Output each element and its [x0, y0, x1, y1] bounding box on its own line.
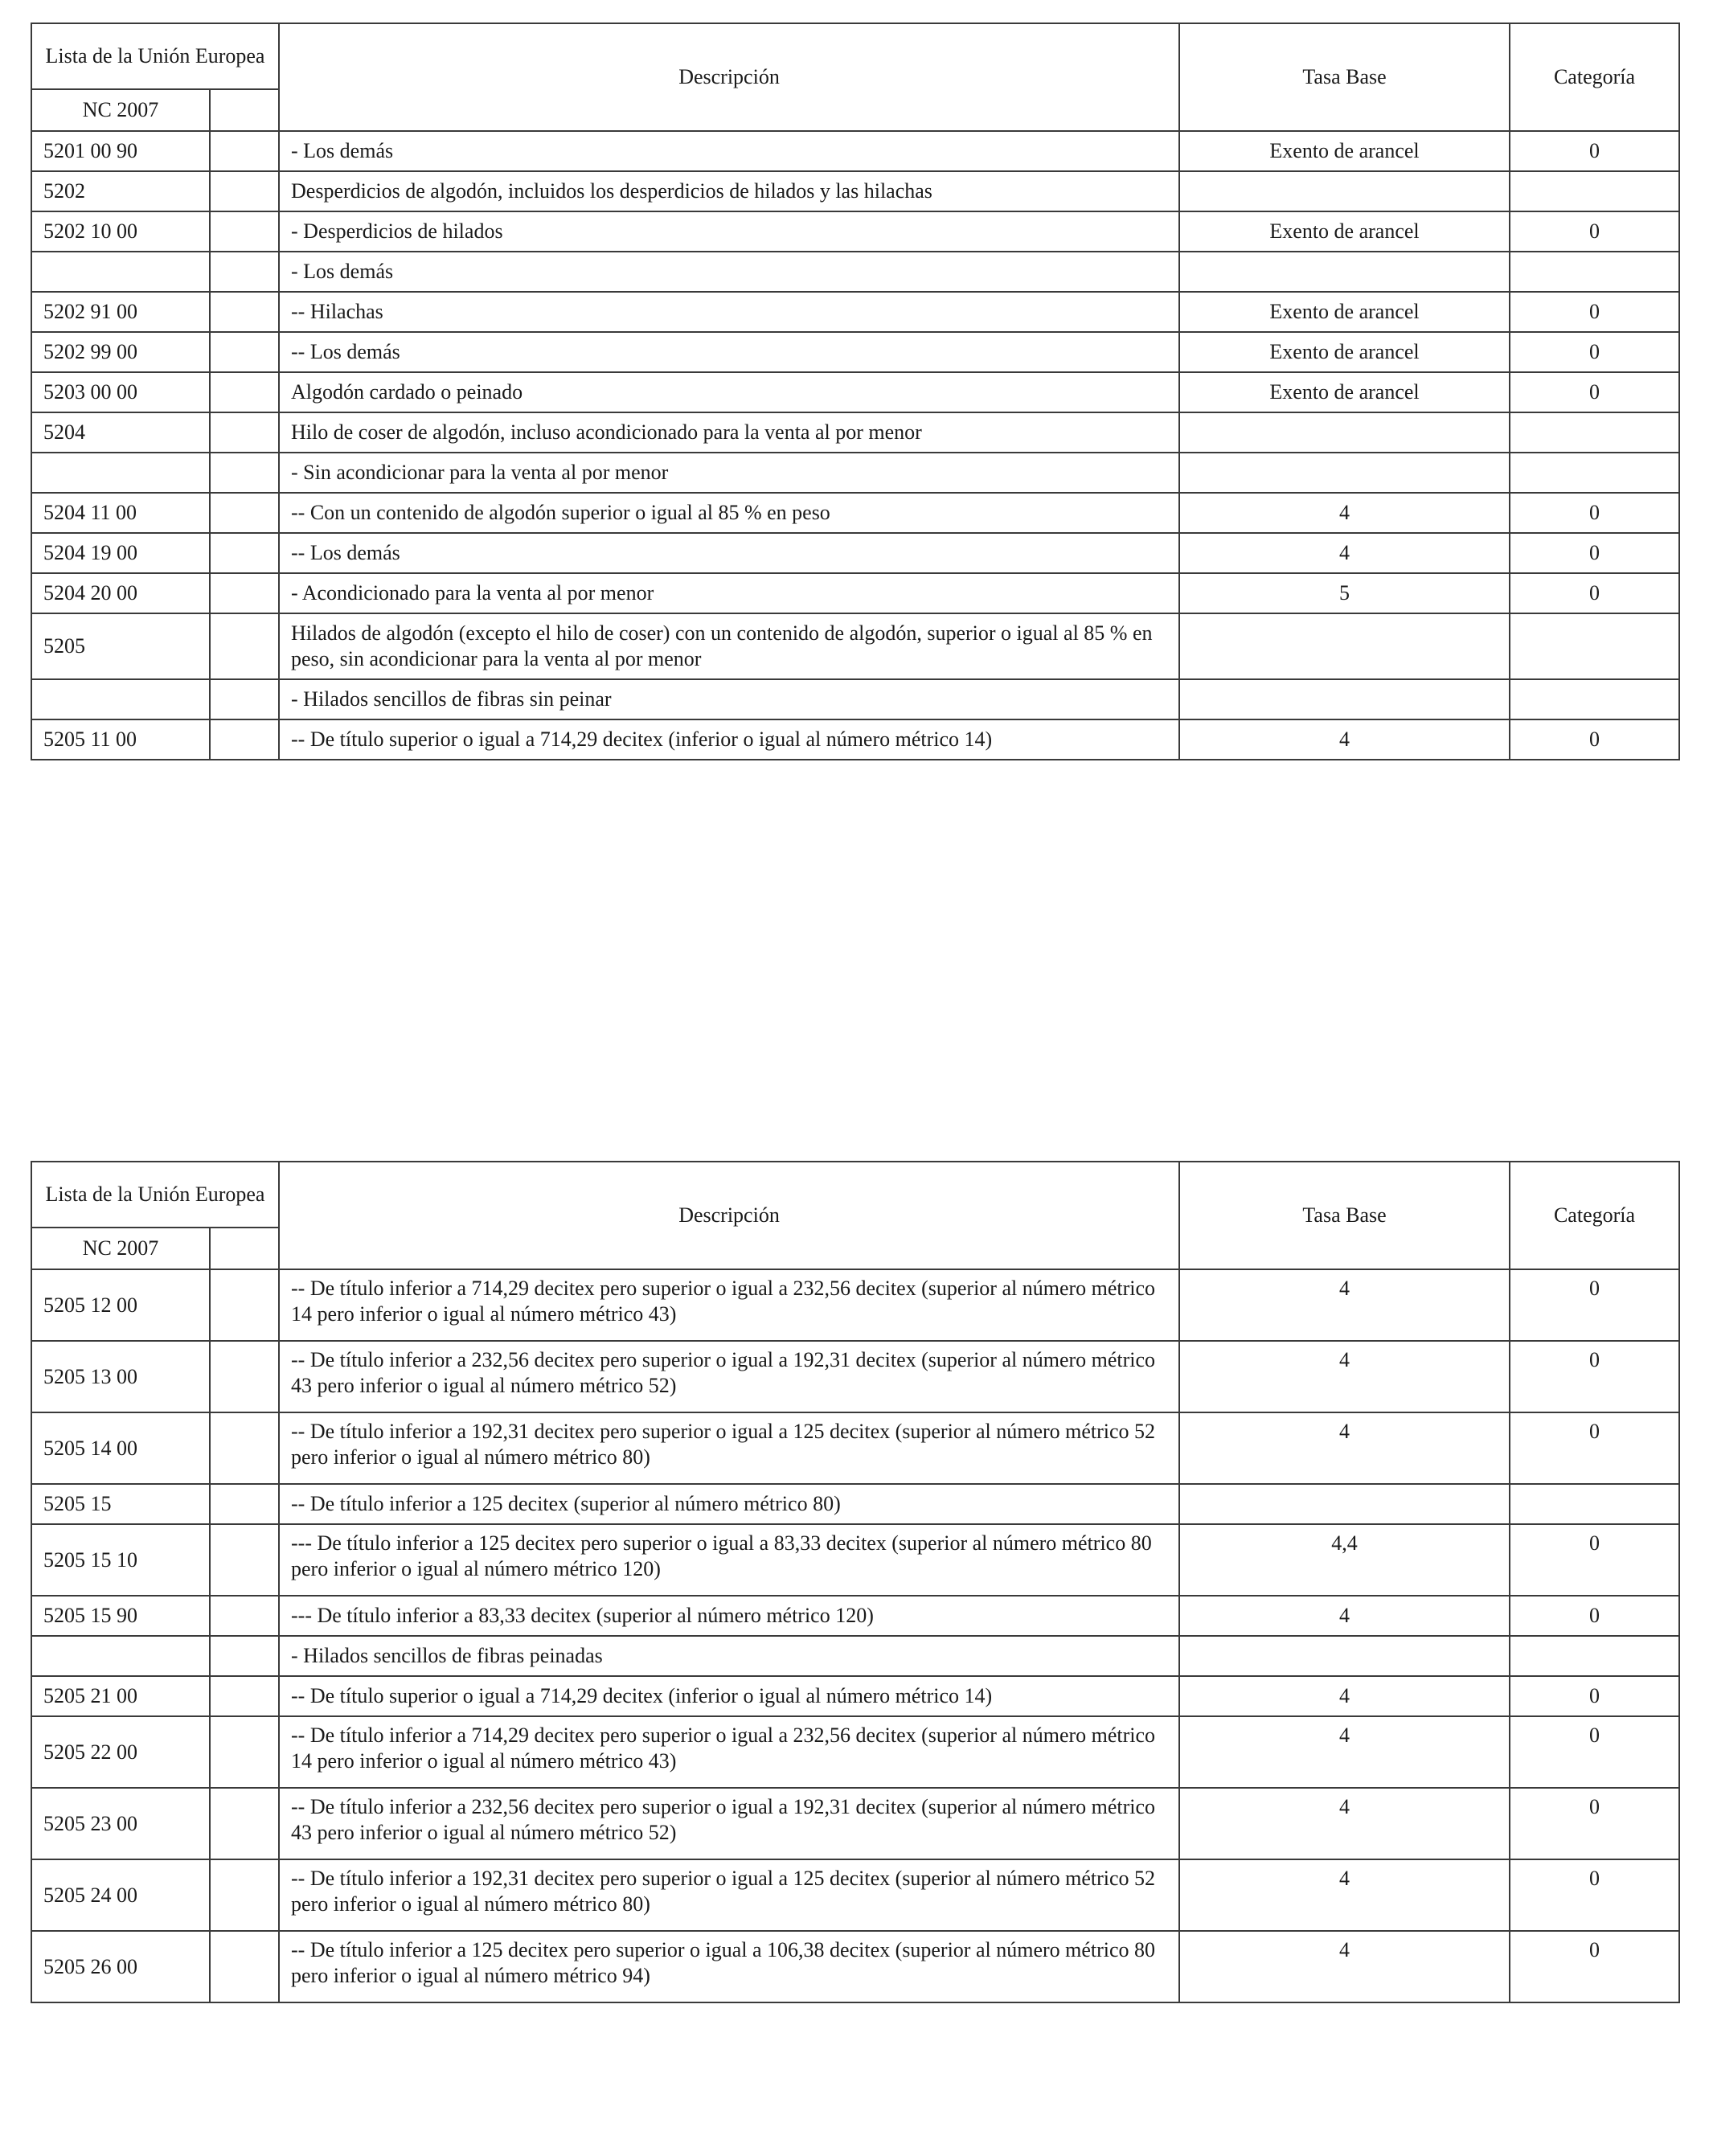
base-rate-cell: Exento de arancel [1179, 372, 1510, 412]
nc-code-cell: 5205 14 00 [31, 1412, 210, 1484]
base-rate-cell [1179, 171, 1510, 211]
nc-code-cell: 5205 12 00 [31, 1269, 210, 1341]
table-row [31, 211, 1679, 252]
description-cell: Desperdicios de algodón, incluidos los desperdicios de hilados y las hilachas [279, 171, 1179, 211]
nc-code-cell [31, 679, 210, 719]
blank-cell [210, 131, 279, 171]
category-cell: 0 [1510, 533, 1679, 573]
table-row [31, 1788, 1679, 1859]
description-cell: -- De título inferior a 714,29 decitex pero superior o igual a 232,56 decitex (superior al número métrico 14 pero inferior o igual al número métrico 43) [279, 1716, 1179, 1788]
tariff-table-1 [31, 23, 1680, 760]
blank-cell [210, 1676, 279, 1716]
category-cell [1510, 1636, 1679, 1676]
base-rate-cell [1179, 1484, 1510, 1524]
blank-cell [210, 412, 279, 453]
blank-cell [210, 679, 279, 719]
base-rate-cell [1179, 679, 1510, 719]
tariff-table-2 [31, 1161, 1680, 2003]
base-rate-cell [1179, 252, 1510, 292]
table-row [31, 412, 1679, 453]
base-rate-cell: Exento de arancel [1179, 211, 1510, 252]
header-category: Categoría [1510, 23, 1679, 131]
table-row [31, 1484, 1679, 1524]
blank-cell [210, 1269, 279, 1341]
header-description: Descripción [279, 23, 1179, 131]
nc-code-cell: 5205 [31, 613, 210, 679]
base-rate-cell: Exento de arancel [1179, 332, 1510, 372]
base-rate-cell [1179, 613, 1510, 679]
category-cell: 0 [1510, 292, 1679, 332]
base-rate-cell: 4 [1179, 719, 1510, 760]
category-cell: 0 [1510, 332, 1679, 372]
description-cell: Algodón cardado o peinado [279, 372, 1179, 412]
blank-cell [210, 372, 279, 412]
description-cell: -- De título inferior a 714,29 decitex pero superior o igual a 232,56 decitex (superior al número métrico 14 pero inferior o igual al número métrico 43) [279, 1269, 1179, 1341]
nc-code-cell: 5205 15 90 [31, 1596, 210, 1636]
table-row [31, 1596, 1679, 1636]
nc-code-cell: 5202 99 00 [31, 332, 210, 372]
table-row [31, 1269, 1679, 1341]
nc-code-cell: 5205 15 10 [31, 1524, 210, 1596]
blank-cell [210, 1788, 279, 1859]
tariff-table-2-body [31, 1269, 1679, 2002]
header-nc-label: NC 2007 [31, 1228, 210, 1269]
blank-cell [210, 1484, 279, 1524]
nc-code-cell: 5202 [31, 171, 210, 211]
description-cell: --- De título inferior a 125 decitex pero superior o igual a 83,33 decitex (superior al número métrico 80 pero inferior o igual al número métrico 120) [279, 1524, 1179, 1596]
nc-code-cell: 5201 00 90 [31, 131, 210, 171]
base-rate-cell: 4 [1179, 1269, 1510, 1341]
base-rate-cell: 4 [1179, 1596, 1510, 1636]
blank-cell [210, 1931, 279, 2002]
nc-code-cell: 5202 91 00 [31, 292, 210, 332]
table-row [31, 332, 1679, 372]
header-base-rate: Tasa Base [1179, 1162, 1510, 1269]
description-cell: - Hilados sencillos de fibras sin peinar [279, 679, 1179, 719]
table-row [31, 1716, 1679, 1788]
blank-cell [210, 1636, 279, 1676]
header-list-label: Lista de la Unión Europea [31, 23, 279, 89]
base-rate-cell [1179, 453, 1510, 493]
table-row [31, 1931, 1679, 2002]
description-cell: -- De título inferior a 125 decitex pero superior o igual a 106,38 decitex (superior al número métrico 80 pero inferior o igual al número métrico 94) [279, 1931, 1179, 2002]
description-cell: -- Hilachas [279, 292, 1179, 332]
base-rate-cell: 4 [1179, 1412, 1510, 1484]
table-row [31, 679, 1679, 719]
blank-cell [210, 211, 279, 252]
base-rate-cell: 4 [1179, 1931, 1510, 2002]
blank-cell [210, 1859, 279, 1931]
blank-cell [210, 332, 279, 372]
base-rate-cell [1179, 1636, 1510, 1676]
blank-cell [210, 533, 279, 573]
category-cell: 0 [1510, 719, 1679, 760]
category-cell: 0 [1510, 372, 1679, 412]
blank-cell [210, 171, 279, 211]
tariff-table-1-body [31, 131, 1679, 760]
description-cell: -- De título inferior a 192,31 decitex pero superior o igual a 125 decitex (superior al número métrico 52 pero inferior o igual al número métrico 80) [279, 1859, 1179, 1931]
description-cell: --- De título inferior a 83,33 decitex (superior al número métrico 120) [279, 1596, 1179, 1636]
nc-code-cell: 5205 24 00 [31, 1859, 210, 1931]
description-cell: -- De título inferior a 232,56 decitex pero superior o igual a 192,31 decitex (superior al número métrico 43 pero inferior o igual al número métrico 52) [279, 1788, 1179, 1859]
nc-code-cell: 5205 26 00 [31, 1931, 210, 2002]
category-cell: 0 [1510, 493, 1679, 533]
description-cell: -- De título superior o igual a 714,29 decitex (inferior o igual al número métrico 14) [279, 719, 1179, 760]
blank-cell [210, 453, 279, 493]
blank-cell [210, 1524, 279, 1596]
nc-code-cell: 5205 15 [31, 1484, 210, 1524]
description-cell: Hilo de coser de algodón, incluso acondicionado para la venta al por menor [279, 412, 1179, 453]
category-cell: 0 [1510, 1269, 1679, 1341]
header-base-rate: Tasa Base [1179, 23, 1510, 131]
description-cell: -- De título inferior a 232,56 decitex pero superior o igual a 192,31 decitex (superior al número métrico 43 pero inferior o igual al número métrico 52) [279, 1341, 1179, 1412]
description-cell: - Acondicionado para la venta al por menor [279, 573, 1179, 613]
table-row [31, 292, 1679, 332]
nc-code-cell: 5205 21 00 [31, 1676, 210, 1716]
table-row [31, 1859, 1679, 1931]
description-cell: -- De título inferior a 125 decitex (superior al número métrico 80) [279, 1484, 1179, 1524]
category-cell [1510, 453, 1679, 493]
base-rate-cell: Exento de arancel [1179, 131, 1510, 171]
blank-cell [210, 1716, 279, 1788]
blank-cell [210, 252, 279, 292]
description-cell: -- De título inferior a 192,31 decitex pero superior o igual a 125 decitex (superior al número métrico 52 pero inferior o igual al número métrico 80) [279, 1412, 1179, 1484]
description-cell: -- De título superior o igual a 714,29 decitex (inferior o igual al número métrico 14) [279, 1676, 1179, 1716]
base-rate-cell: Exento de arancel [1179, 292, 1510, 332]
category-cell: 0 [1510, 1596, 1679, 1636]
nc-code-cell [31, 1636, 210, 1676]
base-rate-cell: 4 [1179, 1716, 1510, 1788]
description-cell: -- Con un contenido de algodón superior o igual al 85 % en peso [279, 493, 1179, 533]
header-list-label: Lista de la Unión Europea [31, 1162, 279, 1228]
nc-code-cell: 5205 13 00 [31, 1341, 210, 1412]
table-row [31, 613, 1679, 679]
base-rate-cell: 4 [1179, 1341, 1510, 1412]
header-blank-cell [210, 89, 279, 131]
table-row [31, 493, 1679, 533]
description-cell: - Los demás [279, 252, 1179, 292]
table-row [31, 453, 1679, 493]
nc-code-cell [31, 252, 210, 292]
blank-cell [210, 1341, 279, 1412]
nc-code-cell: 5203 00 00 [31, 372, 210, 412]
table-row [31, 719, 1679, 760]
nc-code-cell: 5204 19 00 [31, 533, 210, 573]
header-category: Categoría [1510, 1162, 1679, 1269]
category-cell [1510, 613, 1679, 679]
table-row [31, 1636, 1679, 1676]
blank-cell [210, 292, 279, 332]
description-cell: -- Los demás [279, 332, 1179, 372]
description-cell: Hilados de algodón (excepto el hilo de coser) con un contenido de algodón, superior o igual al 85 % en peso, sin acondicionar para la venta al por menor [279, 613, 1179, 679]
category-cell: 0 [1510, 1788, 1679, 1859]
nc-code-cell: 5202 10 00 [31, 211, 210, 252]
description-cell: - Desperdicios de hilados [279, 211, 1179, 252]
nc-code-cell: 5204 [31, 412, 210, 453]
description-cell: - Los demás [279, 131, 1179, 171]
base-rate-cell: 4 [1179, 1859, 1510, 1931]
category-cell [1510, 252, 1679, 292]
header-description: Descripción [279, 1162, 1179, 1269]
category-cell: 0 [1510, 1412, 1679, 1484]
category-cell: 0 [1510, 1716, 1679, 1788]
category-cell: 0 [1510, 131, 1679, 171]
table-row [31, 1412, 1679, 1484]
base-rate-cell: 4 [1179, 1676, 1510, 1716]
table-row [31, 573, 1679, 613]
blank-cell [210, 613, 279, 679]
blank-cell [210, 1596, 279, 1636]
nc-code-cell [31, 453, 210, 493]
description-cell: -- Los demás [279, 533, 1179, 573]
category-cell [1510, 412, 1679, 453]
table-row [31, 1676, 1679, 1716]
category-cell: 0 [1510, 573, 1679, 613]
table-row [31, 171, 1679, 211]
base-rate-cell: 5 [1179, 573, 1510, 613]
table-row [31, 372, 1679, 412]
category-cell: 0 [1510, 1676, 1679, 1716]
header-nc-label: NC 2007 [31, 89, 210, 131]
category-cell [1510, 679, 1679, 719]
base-rate-cell: 4 [1179, 1788, 1510, 1859]
description-cell: - Hilados sencillos de fibras peinadas [279, 1636, 1179, 1676]
category-cell: 0 [1510, 1859, 1679, 1931]
category-cell [1510, 171, 1679, 211]
table-row [31, 252, 1679, 292]
category-cell [1510, 1484, 1679, 1524]
category-cell: 0 [1510, 1524, 1679, 1596]
nc-code-cell: 5205 22 00 [31, 1716, 210, 1788]
category-cell: 0 [1510, 1341, 1679, 1412]
base-rate-cell: 4 [1179, 533, 1510, 573]
blank-cell [210, 573, 279, 613]
blank-cell [210, 719, 279, 760]
table-row [31, 533, 1679, 573]
nc-code-cell: 5205 11 00 [31, 719, 210, 760]
base-rate-cell: 4 [1179, 493, 1510, 533]
category-cell: 0 [1510, 211, 1679, 252]
header-blank-cell [210, 1228, 279, 1269]
table-row [31, 131, 1679, 171]
table-row [31, 1341, 1679, 1412]
blank-cell [210, 1412, 279, 1484]
description-cell: - Sin acondicionar para la venta al por menor [279, 453, 1179, 493]
nc-code-cell: 5204 11 00 [31, 493, 210, 533]
blank-cell [210, 493, 279, 533]
base-rate-cell [1179, 412, 1510, 453]
category-cell: 0 [1510, 1931, 1679, 2002]
nc-code-cell: 5205 23 00 [31, 1788, 210, 1859]
nc-code-cell: 5204 20 00 [31, 573, 210, 613]
base-rate-cell: 4,4 [1179, 1524, 1510, 1596]
table-row [31, 1524, 1679, 1596]
